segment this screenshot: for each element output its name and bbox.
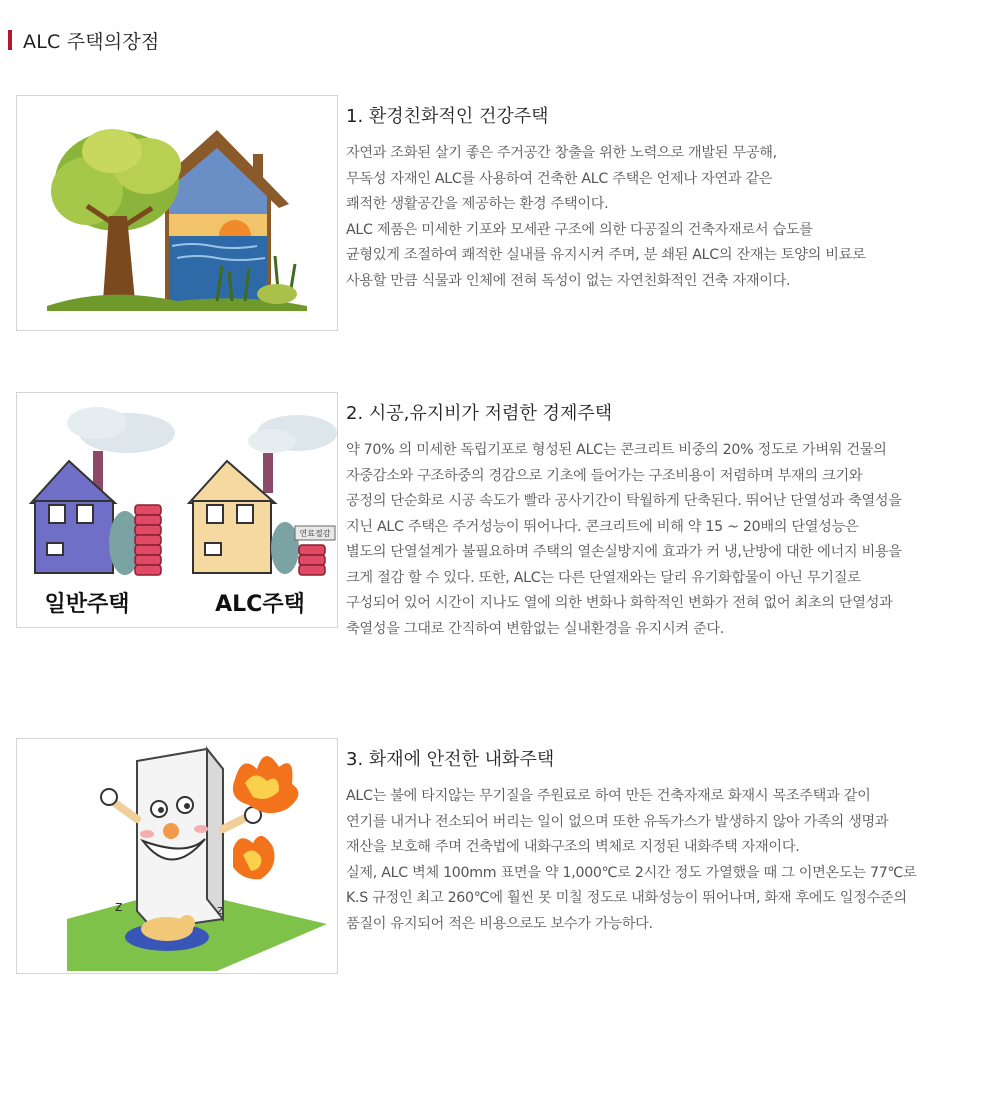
body-line: 사용할 만큼 식물과 인체에 전혀 독성이 없는 자연친화적인 건축 자재이다. bbox=[346, 272, 791, 289]
body-line: 약 70% 의 미세한 독립기포로 형성된 ALC는 콘크리트 비중의 20% 정도로 가벼워 건물의 bbox=[346, 442, 887, 458]
fuel-saving-label: 연료절감 bbox=[299, 529, 331, 538]
alc-house-label: ALC주택 bbox=[215, 592, 305, 617]
section-body bbox=[346, 141, 996, 294]
body-line: ALC 제품은 미세한 기포와 모세관 구조에 의한 다공질의 건축자재로서 습도를 bbox=[346, 221, 813, 238]
section-text bbox=[346, 738, 996, 937]
section-text bbox=[346, 95, 996, 294]
body-line: 자중감소와 구조하중의 경감으로 기초에 들어가는 구조비용이 저렴하며 부재의 크기와 bbox=[346, 467, 863, 484]
regular-house-label: 일반주택 bbox=[44, 592, 130, 617]
section-eco-friendly bbox=[16, 95, 996, 335]
economy-house-illustration bbox=[16, 392, 338, 628]
title-accent-bar bbox=[8, 30, 12, 50]
body-line: 품질이 유지되어 적은 비용으로도 보수가 가능하다. bbox=[346, 915, 653, 932]
section-body bbox=[346, 438, 996, 642]
section-heading: 3. 화재에 안전한 내화주택 bbox=[346, 749, 555, 770]
body-line: 실제, ALC 벽체 100mm 표면을 약 1,000℃로 2시간 정도 가열했을 때 그 이면온도는 77℃로 bbox=[346, 864, 917, 881]
body-line: 자연과 조화된 살기 좋은 주거공간 창출을 위한 노력으로 개발된 무공해, bbox=[346, 145, 777, 161]
body-line: 재산을 보호해 주며 건축법에 내화구조의 벽체로 지정된 내화주택 자재이다. bbox=[346, 839, 800, 855]
body-line: 별도의 단열설계가 불필요하며 주택의 열손실방지에 효과가 커 냉,난방에 대한 에너지 비용을 bbox=[346, 544, 902, 560]
body-line: ALC는 불에 타지않는 무기질을 주원료로 하여 만든 건축자재로 화재시 목조주택과 같이 bbox=[346, 788, 871, 804]
svg-text:z: z bbox=[115, 899, 123, 915]
section-fireproof bbox=[16, 738, 996, 978]
section-body bbox=[346, 784, 996, 937]
fireproof-wall-illustration bbox=[16, 738, 338, 974]
section-text bbox=[346, 392, 996, 642]
page-title-text: ALC 주택의장점 bbox=[23, 30, 160, 53]
body-line: 쾌적한 생활공간을 제공하는 환경 주택이다. bbox=[346, 196, 609, 212]
page-title bbox=[8, 28, 159, 52]
section-heading: 2. 시공,유지비가 저렴한 경제주택 bbox=[346, 403, 613, 424]
body-line: 지닌 ALC 주택은 주거성능이 뛰어나다. 콘크리트에 비해 약 15 ~ 20배의 단열성능은 bbox=[346, 518, 859, 535]
body-line: 균형있게 조절하여 쾌적한 실내를 유지시켜 주며, 분 쇄된 ALC의 잔재는 토양의 비료로 bbox=[346, 247, 866, 263]
body-line: K.S 규정인 최고 260℃에 훨씬 못 미칠 정도로 내화성능이 뛰어나며, 화재 후에도 일정수준의 bbox=[346, 890, 907, 906]
body-line: 크게 절감 할 수 있다. 또한, ALC는 다른 단열재와는 달리 유기화합물이 아닌 무기질로 bbox=[346, 569, 861, 586]
body-line: 축열성을 그대로 간직하여 변함없는 실내환경을 유지시켜 준다. bbox=[346, 620, 725, 637]
section-heading: 1. 환경친화적인 건강주택 bbox=[346, 106, 549, 127]
body-line: 무독성 자재인 ALC를 사용하여 건축한 ALC 주택은 언제나 자연과 같은 bbox=[346, 170, 773, 187]
body-line: 공정의 단순화로 시공 속도가 빨라 공사기간이 탁월하게 단축된다. 뛰어난 단열성과 축열성을 bbox=[346, 493, 902, 509]
svg-text:z: z bbox=[217, 903, 224, 917]
body-line: 연기를 내거나 전소되어 버리는 일이 없으며 또한 유독가스가 발생하지 않아 가족의 생명과 bbox=[346, 813, 889, 830]
body-line: 구성되어 있어 시간이 지나도 열에 의한 변화나 화학적인 변화가 전혀 없어 최초의 단열성과 bbox=[346, 595, 893, 611]
section-economic bbox=[16, 392, 996, 637]
eco-house-illustration bbox=[16, 95, 338, 331]
